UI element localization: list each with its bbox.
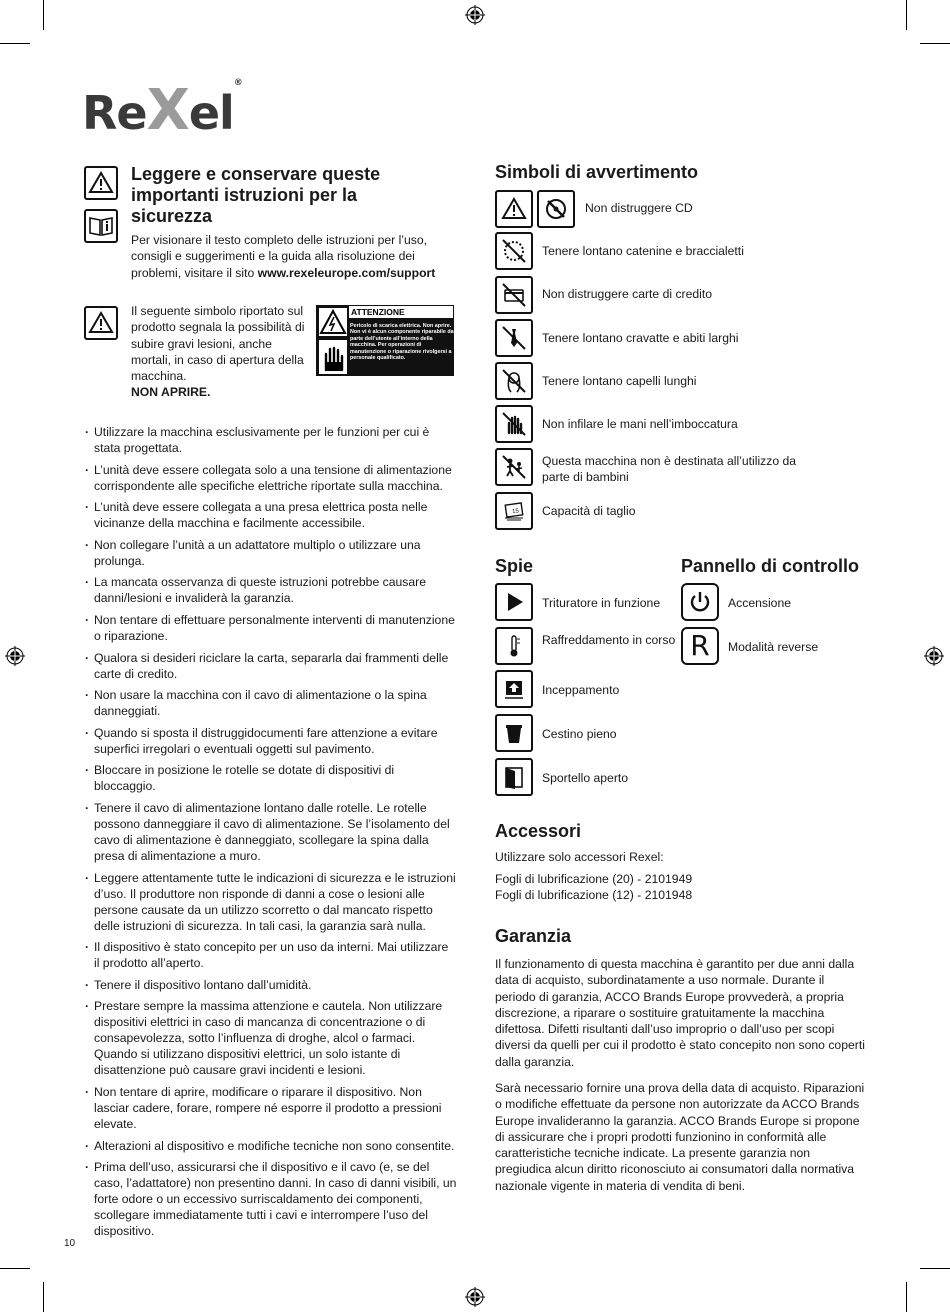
safety-bullet: · Prestare sempre la massima attenzione e cautela. Non utilizzare dispositivi elettrici in caso di mancanza di concentrazione o di consapevolezza, sotto l’influenza di droghe, alcol o farmaci. Quando si utilizzano dispositivi elettrici, un solo istante di disattenzione può causare gravi incidenti e lesioni. bbox=[85, 998, 457, 1078]
jam-icon bbox=[495, 670, 533, 708]
warning-symbol-label: Tenere lontano catenine e braccialetti bbox=[542, 244, 744, 258]
safety-bullet: · Utilizzare la macchina esclusivamente per le funzioni per cui è stata progettata. bbox=[85, 424, 457, 456]
accessory-line: Fogli di lubrificazione (20) - 2101949 bbox=[495, 872, 693, 886]
indicator-label: Raffreddamento in corso bbox=[542, 633, 676, 647]
page-number: 10 bbox=[64, 1238, 76, 1249]
support-link[interactable]: www.rexeleurope.com/support bbox=[257, 265, 436, 280]
safety-bullet: · Non usare la macchina con il cavo di alimentazione o la spina danneggiati. bbox=[85, 687, 457, 719]
safety-bullet: · Prima dell’uso, assicurarsi che il dispositivo e il cavo (e, se del caso, l’adattatore) non presentino danni. In caso di danni visibili, un forte odore o un eccessivo surriscaldamento dei componenti, scollegare immediatamente tutti i cavi e interrompere l’uso del dispositivo. bbox=[85, 1159, 457, 1239]
safety-bullet: · L’unità deve essere collegata solo a una tensione di alimentazione corrispondente alle specifiche elettriche riportate sulla macchina. bbox=[85, 462, 457, 494]
no-chains-icon bbox=[495, 232, 533, 270]
crop-mark bbox=[0, 1268, 30, 1269]
registration-mark-icon bbox=[5, 646, 25, 666]
indicator-label: Inceppamento bbox=[542, 683, 620, 697]
accessories-intro: Utilizzare solo accessori Rexel: bbox=[495, 850, 664, 864]
warning-symbols-title: Simboli di avvertimento bbox=[495, 162, 699, 182]
no-children-icon bbox=[495, 448, 533, 486]
indicator-label: Cestino pieno bbox=[542, 727, 617, 741]
indicator-label: Trituratore in funzione bbox=[542, 596, 661, 610]
warranty-paragraph-1: Il funzionamento di questa macchina è garantito per due anni dalla data di acquisto, subordinatamente a uso normale. Durante il periodo di garanzia, ACCO Brands Europe provvederà, a propria discrezione, a riparare o sostituire gratuitamente la macchina difettosa. Difetti risultanti dall’uso improprio o dall’uso per scopi diversi da quelli per cui il prodotto è stato concepito non sono coperti dalla garanzia. bbox=[495, 957, 865, 1069]
attenzione-body: Pericolo di scarica elettrica. Non aprire. Non vi è alcun componente riparabile da parte dell’utente all’interno della macchina. Per operazioni di manutenzione o riparazione rivolgersi a personale qualificato. bbox=[350, 323, 454, 362]
no-credit-card-icon bbox=[495, 276, 533, 314]
manual-info-icon bbox=[84, 209, 118, 243]
no-hand-icon bbox=[495, 405, 533, 443]
safety-bullet: · Leggere attentamente tutte le indicazioni di sicurezza e le istruzioni d’uso. Il produttore non risponde di danni a cose o lesioni alle persone causate da un utilizzo scorretto o dal mancato rispetto delle istruzioni di sicurezza. In tali casi, la garanzia sarà nulla. bbox=[85, 870, 457, 934]
accessory-line: Fogli di lubrificazione (12) - 2101948 bbox=[495, 888, 693, 902]
crop-mark bbox=[920, 1268, 950, 1269]
rexel-logo: ReXel® bbox=[82, 78, 242, 143]
warning-symbol-label: Questa macchina non è destinata all’utilizzo da parte di bambini bbox=[542, 454, 797, 485]
no-tie-icon bbox=[495, 319, 533, 357]
safety-heading: Leggere e conservare queste importanti istruzioni per la sicurezza bbox=[131, 164, 381, 226]
indicators-title: Spie bbox=[495, 556, 534, 576]
crop-mark bbox=[906, 1282, 907, 1312]
cutting-capacity-icon bbox=[495, 492, 533, 530]
attenzione-label bbox=[316, 305, 454, 376]
safety-bullet: · L’unità deve essere collegata a una presa elettrica posta nelle vicinanze della macchina e facilmente accessibile. bbox=[85, 499, 457, 531]
accessories-title: Accessori bbox=[495, 821, 582, 841]
warning-triangle-icon bbox=[495, 190, 533, 228]
warning-triangle-icon bbox=[84, 166, 118, 200]
warranty-title: Garanzia bbox=[495, 926, 572, 946]
control-label: Modalità reverse bbox=[728, 640, 819, 654]
warning-symbol-label: Tenere lontano capelli lunghi bbox=[542, 374, 697, 388]
safety-bullet: · Tenere il cavo di alimentazione lontano dalle rotelle. Le rotelle possono danneggiare il cavo di alimentazione. Se l’isolamento del cavo di alimentazione è danneggiato, scollegare la spina dalla presa di alimentazione a muro. bbox=[85, 800, 457, 864]
safety-bullet: · Alterazioni al dispositivo e modifiche tecniche non sono consentite. bbox=[85, 1138, 457, 1154]
safety-bullet: · Non tentare di aprire, modificare o riparare il dispositivo. Non lasciar cadere, forare, rompere né esporre il prodotto a pressioni elevate. bbox=[85, 1084, 457, 1132]
control-panel-title: Pannello di controllo bbox=[681, 556, 860, 576]
safety-bullet: · Non collegare l’unità a un adattatore multiplo o utilizzare una prolunga. bbox=[85, 537, 457, 569]
warning-triangle-icon bbox=[84, 306, 118, 340]
registration-mark-icon bbox=[924, 646, 944, 666]
crop-mark bbox=[0, 43, 30, 44]
bin-full-icon bbox=[495, 714, 533, 752]
warning-symbol-label: Tenere lontano cravatte e abiti larghi bbox=[542, 331, 739, 345]
safety-bullet: · Non tentare di effettuare personalmente interventi di manutenzione o riparazione. bbox=[85, 612, 457, 644]
warning-symbol-label: Non distruggere CD bbox=[585, 201, 693, 215]
safety-bullet-list bbox=[85, 424, 457, 1245]
svg-text:15: 15 bbox=[511, 508, 520, 516]
safety-bullet: · La mancata osservanza di queste istruzioni potrebbe causare danni/lesioni e invaliderà la garanzia. bbox=[85, 574, 457, 606]
electric-hazard-icon bbox=[319, 308, 347, 336]
symbol-note: Il seguente simbolo riportato sul prodotto segnala la possibilità di subire gravi lesioni, anche mortali, in caso di apertura della macchina. NON APRIRE. bbox=[131, 304, 305, 400]
door-open-icon bbox=[495, 758, 533, 796]
thermometer-icon bbox=[495, 627, 533, 665]
safety-bullet: · Qualora si desideri riciclare la carta, separarla dai frammenti delle carte di credito. bbox=[85, 650, 457, 682]
warning-symbol-label: Non distruggere carte di credito bbox=[542, 287, 713, 301]
warranty-paragraph-2: Sarà necessario fornire una prova della data di acquisto. Riparazioni o modifiche effettuate da persone non autorizzate da ACCO Brands Europe invalideranno la garanzia. ACCO Brands Europe si propone di assicurare che i propri prodotti funzionino in conformità alle caratteristiche tecniche indicate. La presente garanzia non pregiudica alcun diritto riconosciuto ai consumatori dalla normativa nazionale vigente in materia di vendita di beni. bbox=[495, 1081, 865, 1193]
registration-mark-icon bbox=[465, 5, 485, 25]
play-icon bbox=[495, 583, 533, 621]
no-open-hand-icon bbox=[319, 340, 347, 374]
crop-mark bbox=[920, 43, 950, 44]
safety-bullet: · Tenere il dispositivo lontano dall’umidità. bbox=[85, 977, 457, 993]
safety-intro: Per visionare il testo completo delle istruzioni per l’uso, consigli e suggerimenti e la guida alla risoluzione dei problemi, visitare il sito www.rexeleurope.com/support bbox=[131, 233, 436, 280]
safety-bullet: · Quando si sposta il distruggidocumenti fare attenzione a evitare superfici irregolari o eventuali oggetti sul pavimento. bbox=[85, 725, 457, 757]
registration-mark-icon bbox=[465, 1287, 485, 1307]
safety-bullet: · Il dispositivo è stato concepito per un uso da interni. Mai utilizzare il prodotto all’aperto. bbox=[85, 939, 457, 971]
warning-symbol-label: Non infilare le mani nell’imboccatura bbox=[542, 417, 738, 431]
crop-mark bbox=[43, 0, 44, 30]
control-label: Accensione bbox=[728, 596, 792, 610]
safety-bullet: · Bloccare in posizione le rotelle se dotate di dispositivi di bloccaggio. bbox=[85, 762, 457, 794]
reverse-icon[interactable]: R bbox=[681, 627, 719, 665]
indicator-label: Sportello aperto bbox=[542, 771, 629, 785]
no-cd-icon bbox=[537, 190, 575, 228]
crop-mark bbox=[43, 1282, 44, 1312]
no-long-hair-icon bbox=[495, 362, 533, 400]
crop-mark bbox=[906, 0, 907, 30]
warning-symbol-label: Capacità di taglio bbox=[542, 504, 636, 518]
power-icon[interactable] bbox=[681, 583, 719, 621]
attenzione-title: ATTENZIONE bbox=[349, 306, 453, 318]
